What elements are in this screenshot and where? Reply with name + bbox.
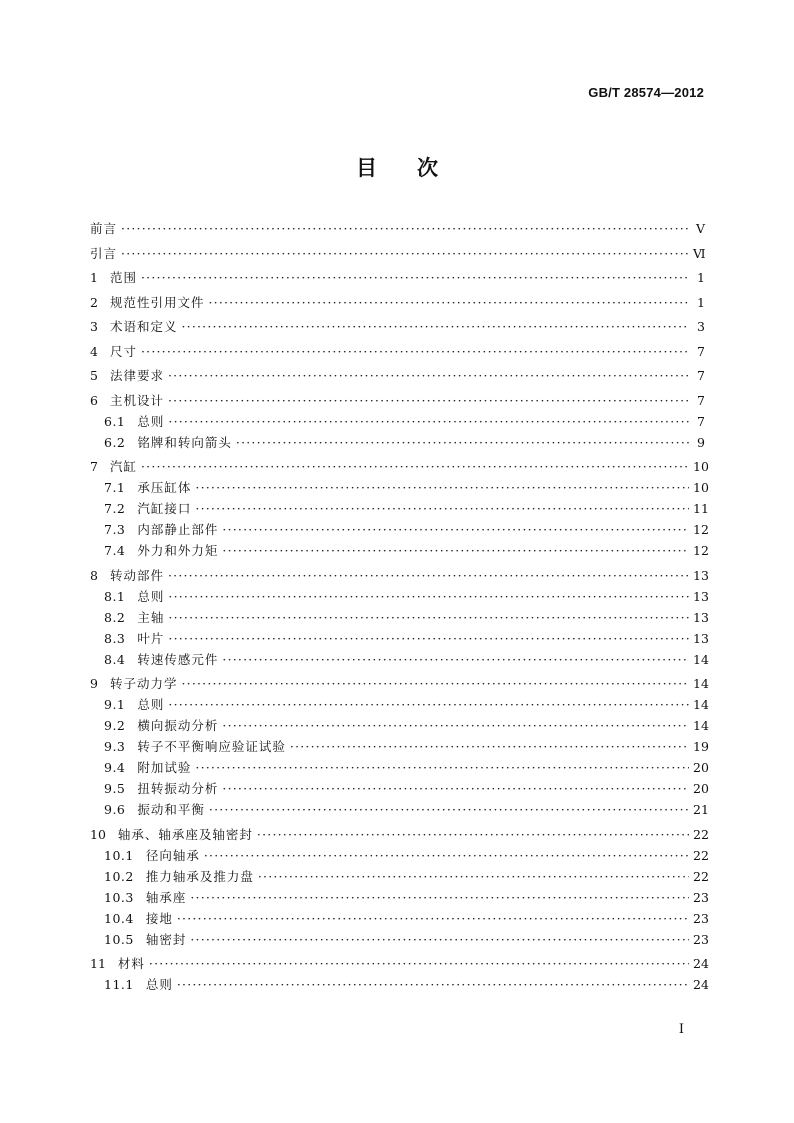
toc-entry-page: 14 <box>693 676 709 691</box>
toc-leader-dots <box>222 519 689 540</box>
toc-entry-title: 轴承、轴承座及轴密封 <box>117 826 253 842</box>
toc-entry[interactable] <box>90 390 705 411</box>
toc-entry-page: 13 <box>693 567 709 583</box>
toc-entry-page: 9 <box>697 434 705 450</box>
toc-entry-number: 5 <box>90 368 98 383</box>
toc-entry[interactable] <box>90 908 709 929</box>
page-number: Ⅰ <box>678 1022 684 1037</box>
toc-entry[interactable] <box>90 498 709 519</box>
toc-leader-dots <box>190 887 689 908</box>
toc-entry[interactable] <box>90 974 709 995</box>
toc-entry-number: 9.1 <box>104 697 126 712</box>
table-of-contents <box>90 218 709 995</box>
toc-entry[interactable] <box>90 845 709 866</box>
toc-leader-dots <box>195 757 689 778</box>
toc-leader-dots <box>236 432 689 453</box>
toc-entry-number: 6 <box>90 392 98 408</box>
toc-entry-page: 12 <box>693 543 709 558</box>
toc-entry[interactable] <box>90 411 705 432</box>
toc-entry-page: 22 <box>693 826 709 842</box>
toc-leader-dots <box>222 649 689 670</box>
toc-leader-dots <box>141 267 689 288</box>
toc-entry-number: 10.5 <box>104 931 134 947</box>
toc-entry[interactable] <box>90 953 709 974</box>
standard-code: GB/T 28574—2012 <box>588 85 704 100</box>
toc-entry-number: 1 <box>90 270 98 285</box>
toc-leader-dots <box>141 456 689 477</box>
toc-leader-dots <box>258 866 689 887</box>
toc-entry-page: 22 <box>693 847 709 863</box>
toc-entry[interactable] <box>90 586 709 607</box>
toc-entry[interactable] <box>90 715 709 736</box>
toc-entry-page: 11 <box>693 501 709 516</box>
toc-entry[interactable] <box>90 799 709 820</box>
toc-entry-number: 7.4 <box>104 543 126 558</box>
toc-leader-dots <box>181 316 689 337</box>
toc-entry[interactable] <box>90 824 709 845</box>
toc-entry-title: 汽缸接口 <box>137 501 192 516</box>
toc-entry[interactable] <box>90 929 709 950</box>
toc-leader-dots <box>190 929 689 950</box>
toc-entry-number: 8.2 <box>104 609 126 625</box>
toc-entry-title: 总则 <box>137 697 165 712</box>
toc-entry-title: 振动和平衡 <box>137 802 205 817</box>
toc-entry-page: 24 <box>693 977 709 992</box>
toc-entry-title: 法律要求 <box>109 368 164 383</box>
toc-entry-number: 3 <box>90 319 98 334</box>
toc-entry-title: 扭转振动分析 <box>137 781 219 796</box>
toc-entry-page: 10 <box>693 480 709 495</box>
toc-entry[interactable] <box>90 736 709 757</box>
toc-entry-title: 总则 <box>137 588 165 604</box>
toc-leader-dots <box>168 390 689 411</box>
toc-entry-title: 主轴 <box>137 609 165 625</box>
toc-entry[interactable] <box>90 887 709 908</box>
toc-entry[interactable] <box>90 432 705 453</box>
toc-entry-number: 2 <box>90 294 98 310</box>
toc-entry-page: 21 <box>693 802 709 817</box>
toc-entry[interactable] <box>90 519 709 540</box>
toc-entry-page: 23 <box>693 910 709 926</box>
toc-entry[interactable] <box>90 292 705 313</box>
toc-entry-title: 材料 <box>117 956 145 971</box>
toc-leader-dots <box>222 540 689 561</box>
toc-entry-page: 22 <box>693 868 709 884</box>
toc-entry-page: 10 <box>693 459 709 474</box>
toc-entry-number: 9.6 <box>104 802 126 817</box>
toc-entry-number: 10.3 <box>104 889 134 905</box>
toc-entry-title: 总则 <box>145 977 173 992</box>
toc-leader-dots <box>121 243 689 264</box>
toc-entry-number: 9.3 <box>104 739 126 754</box>
toc-entry-page: 1 <box>697 294 705 310</box>
toc-entry-page: 3 <box>697 319 705 334</box>
toc-entry-title: 引言 <box>90 245 118 261</box>
toc-leader-dots <box>149 953 689 974</box>
toc-entry-title: 附加试验 <box>137 760 192 775</box>
toc-leader-dots <box>168 586 689 607</box>
toc-entry[interactable] <box>90 341 705 362</box>
toc-entry-number: 9.2 <box>104 718 126 733</box>
toc-leader-dots <box>168 411 689 432</box>
toc-entry-number: 10 <box>90 826 106 842</box>
toc-leader-dots <box>222 715 689 736</box>
toc-entry-number: 10.2 <box>104 868 134 884</box>
toc-entry-number: 9.5 <box>104 781 126 796</box>
toc-entry-title: 转子动力学 <box>109 676 178 691</box>
toc-leader-dots <box>208 292 689 313</box>
toc-leader-dots <box>177 974 689 995</box>
toc-entry-title: 横向振动分析 <box>137 718 219 733</box>
toc-entry-number: 7 <box>90 459 98 474</box>
toc-entry-page: 14 <box>693 651 709 667</box>
toc-entry-page: 7 <box>697 368 705 383</box>
toc-entry[interactable] <box>90 540 709 561</box>
toc-entry[interactable] <box>90 565 709 586</box>
toc-entry-page: 12 <box>693 522 709 537</box>
toc-entry[interactable] <box>90 477 709 498</box>
toc-entry-page: 13 <box>693 609 709 625</box>
toc-entry-page: 20 <box>693 760 709 775</box>
toc-entry-title: 承压缸体 <box>137 480 192 495</box>
toc-entry-title: 范围 <box>109 270 137 285</box>
toc-leader-dots <box>168 628 689 649</box>
toc-entry-title: 转动部件 <box>109 567 164 583</box>
toc-leader-dots <box>257 824 689 845</box>
toc-leader-dots <box>181 673 689 694</box>
toc-entry-number: 9.4 <box>104 760 126 775</box>
toc-entry[interactable] <box>90 456 709 477</box>
toc-entry[interactable] <box>90 778 709 799</box>
toc-entry-title: 主机设计 <box>109 392 164 408</box>
toc-entry-page: 23 <box>693 889 709 905</box>
toc-entry-number: 8.3 <box>104 630 126 646</box>
toc-entry-number: 8 <box>90 567 98 583</box>
toc-leader-dots <box>222 778 689 799</box>
toc-entry-page: 7 <box>697 392 705 408</box>
toc-entry-title: 转子不平衡响应验证试验 <box>137 739 286 754</box>
toc-entry-page: 13 <box>693 588 709 604</box>
toc-entry-title: 推力轴承及推力盘 <box>145 868 254 884</box>
toc-entry[interactable] <box>90 673 709 694</box>
toc-entry-title: 径向轴承 <box>145 847 200 863</box>
toc-entry-page: 23 <box>693 931 709 947</box>
toc-entry[interactable] <box>90 757 709 778</box>
toc-entry-title: 汽缸 <box>109 459 137 474</box>
toc-leader-dots <box>121 218 689 239</box>
toc-entry-number: 7.2 <box>104 501 126 516</box>
toc-entry[interactable] <box>90 316 705 337</box>
toc-entry-title: 尺寸 <box>109 343 137 359</box>
toc-entry-page: 1 <box>697 270 705 285</box>
toc-entry-page: 20 <box>693 781 709 796</box>
toc-entry-title: 铭牌和转向箭头 <box>137 434 232 450</box>
toc-entry-page: 13 <box>693 630 709 646</box>
toc-entry-number: 10.1 <box>104 847 134 863</box>
toc-entry-title: 叶片 <box>137 630 165 646</box>
toc-entry-page: Ⅵ <box>693 245 706 261</box>
toc-entry-title: 转速传感元件 <box>137 651 219 667</box>
toc-leader-dots <box>177 908 689 929</box>
toc-entry-page: 19 <box>693 739 709 754</box>
page-title: 目次 <box>356 155 478 180</box>
toc-leader-dots <box>204 845 689 866</box>
toc-entry-title: 接地 <box>145 910 173 926</box>
toc-leader-dots <box>209 799 689 820</box>
toc-leader-dots <box>195 498 689 519</box>
toc-entry-title: 规范性引用文件 <box>109 294 205 310</box>
toc-entry-number: 8.4 <box>104 651 126 667</box>
toc-entry-title: 轴密封 <box>145 931 187 947</box>
toc-entry-page: 7 <box>697 413 705 429</box>
toc-entry[interactable] <box>90 628 709 649</box>
toc-leader-dots <box>168 607 689 628</box>
toc-entry[interactable] <box>90 649 709 670</box>
toc-entry[interactable] <box>90 243 705 264</box>
toc-leader-dots <box>168 365 689 386</box>
toc-leader-dots <box>290 736 689 757</box>
toc-entry[interactable] <box>90 694 709 715</box>
toc-leader-dots <box>168 565 689 586</box>
toc-entry-number: 7.3 <box>104 522 126 537</box>
toc-entry[interactable] <box>90 218 705 239</box>
toc-entry-page: 24 <box>693 956 709 971</box>
toc-entry[interactable] <box>90 365 705 386</box>
toc-entry-number: 4 <box>90 343 98 359</box>
toc-entry-page: 7 <box>697 343 705 359</box>
toc-entry-title: 轴承座 <box>145 889 187 905</box>
toc-entry[interactable] <box>90 866 709 887</box>
toc-entry-title: 内部静止部件 <box>137 522 219 537</box>
toc-entry-title: 外力和外力矩 <box>137 543 219 558</box>
toc-leader-dots <box>195 477 689 498</box>
toc-entry-title: 总则 <box>137 413 165 429</box>
toc-entry-number: 6.2 <box>104 434 126 450</box>
toc-entry-page: Ⅴ <box>695 221 705 236</box>
toc-entry[interactable] <box>90 607 709 628</box>
toc-leader-dots <box>141 341 689 362</box>
toc-entry-number: 6.1 <box>104 413 126 429</box>
toc-entry-title: 前言 <box>90 221 118 236</box>
toc-entry-number: 9 <box>90 676 98 691</box>
toc-entry-number: 10.4 <box>104 910 134 926</box>
toc-leader-dots <box>168 694 689 715</box>
toc-entry-number: 8.1 <box>104 588 126 604</box>
toc-entry-number: 11.1 <box>104 977 134 992</box>
toc-entry[interactable] <box>90 267 705 288</box>
toc-entry-page: 14 <box>693 697 709 712</box>
toc-entry-title: 术语和定义 <box>109 319 178 334</box>
toc-entry-number: 11 <box>90 956 106 971</box>
toc-entry-page: 14 <box>693 718 709 733</box>
toc-entry-number: 7.1 <box>104 480 126 495</box>
